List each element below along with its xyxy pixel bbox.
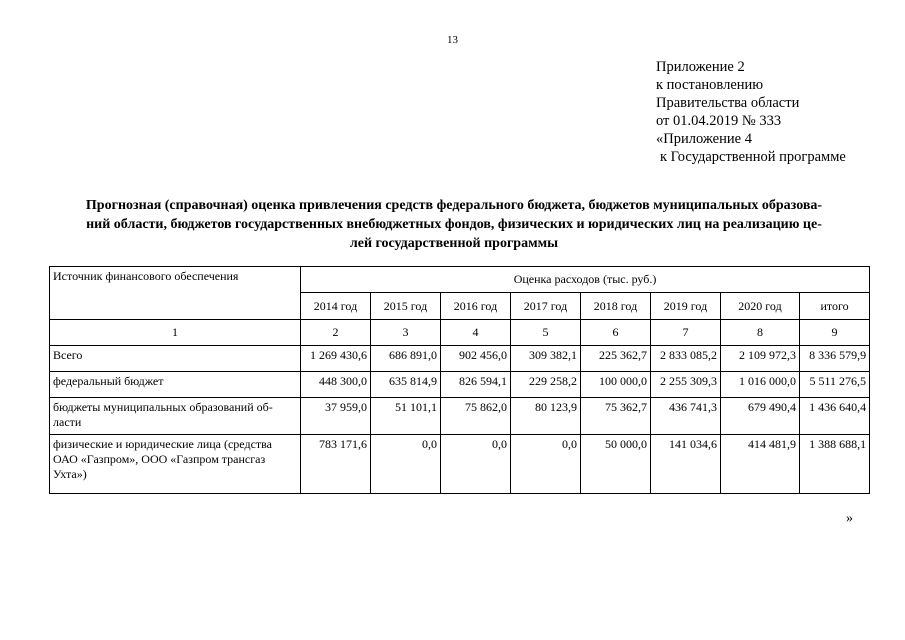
budget-table xyxy=(49,266,870,494)
row-total: 1 388 688,1 xyxy=(800,435,870,494)
row-source: федеральный бюджет xyxy=(50,372,301,398)
row-value: 686 891,0 xyxy=(371,346,441,372)
closing-quote: » xyxy=(846,511,853,526)
title-line: ний области, бюджетов государственных внебюджетных фондов, физических и юридических лиц на реализацию це- xyxy=(86,217,822,232)
row-value: 75 862,0 xyxy=(441,398,511,435)
row-total: 8 336 579,9 xyxy=(800,346,870,372)
column-index: 6 xyxy=(581,320,651,346)
row-value: 2 833 085,2 xyxy=(651,346,721,372)
column-index: 5 xyxy=(511,320,581,346)
appendix-line: Приложение 2 xyxy=(656,59,745,75)
title-line: Прогнозная (справочная) оценка привлечения средств федерального бюджета, бюджетов муниципальных образова- xyxy=(85,198,823,213)
year-header: 2014 год xyxy=(301,293,371,320)
row-value: 37 959,0 xyxy=(301,398,371,435)
appendix-line: от 01.04.2019 № 333 xyxy=(656,113,782,129)
row-value: 2 255 309,3 xyxy=(651,372,721,398)
appendix-header xyxy=(656,58,846,166)
year-header: 2020 год xyxy=(721,293,800,320)
table-header-row xyxy=(50,267,870,293)
row-value: 225 362,7 xyxy=(581,346,651,372)
row-value: 141 034,6 xyxy=(651,435,721,494)
table-index-row xyxy=(50,320,870,346)
column-index: 2 xyxy=(301,320,371,346)
header-source: Источник финансового обеспечения xyxy=(50,267,301,320)
total-header: итого xyxy=(800,293,870,320)
row-source: физические и юридические лица (средства ОАО «Газпром», ООО «Газпром трансгаз Ухта») xyxy=(50,435,301,494)
row-value: 1 016 000,0 xyxy=(721,372,800,398)
year-header: 2018 год xyxy=(581,293,651,320)
row-value: 783 171,6 xyxy=(301,435,371,494)
table-row xyxy=(50,372,870,398)
table-row xyxy=(50,346,870,372)
row-value: 2 109 972,3 xyxy=(721,346,800,372)
appendix-line: «Приложение 4 xyxy=(656,131,752,147)
header-estimate: Оценка расходов (тыс. руб.) xyxy=(301,267,870,293)
column-index: 4 xyxy=(441,320,511,346)
row-value: 0,0 xyxy=(511,435,581,494)
row-value: 436 741,3 xyxy=(651,398,721,435)
row-value: 309 382,1 xyxy=(511,346,581,372)
row-value: 229 258,2 xyxy=(511,372,581,398)
row-value: 448 300,0 xyxy=(301,372,371,398)
appendix-line: к постановлению xyxy=(656,77,764,93)
column-index: 9 xyxy=(800,320,870,346)
appendix-line: Правительства области xyxy=(656,95,800,111)
column-index: 7 xyxy=(651,320,721,346)
row-total: 1 436 640,4 xyxy=(800,398,870,435)
year-header: 2017 год xyxy=(511,293,581,320)
year-header: 2019 год xyxy=(651,293,721,320)
page-number: 13 xyxy=(447,34,458,46)
row-value: 80 123,9 xyxy=(511,398,581,435)
row-value: 0,0 xyxy=(371,435,441,494)
row-value: 635 814,9 xyxy=(371,372,441,398)
row-value: 51 101,1 xyxy=(371,398,441,435)
appendix-line: к Государственной программе xyxy=(660,149,846,165)
row-total: 5 511 276,5 xyxy=(800,372,870,398)
table-row xyxy=(50,398,870,435)
row-value: 1 269 430,6 xyxy=(301,346,371,372)
column-index: 1 xyxy=(50,320,301,346)
row-value: 902 456,0 xyxy=(441,346,511,372)
row-value: 826 594,1 xyxy=(441,372,511,398)
row-value: 679 490,4 xyxy=(721,398,800,435)
table-row xyxy=(50,435,870,494)
row-value: 100 000,0 xyxy=(581,372,651,398)
row-value: 0,0 xyxy=(441,435,511,494)
row-value: 50 000,0 xyxy=(581,435,651,494)
column-index: 3 xyxy=(371,320,441,346)
row-value: 75 362,7 xyxy=(581,398,651,435)
row-value: 414 481,9 xyxy=(721,435,800,494)
title-line: лей государственной программы xyxy=(349,236,559,251)
year-header: 2016 год xyxy=(441,293,511,320)
column-index: 8 xyxy=(721,320,800,346)
row-source: Всего xyxy=(50,346,301,372)
year-header: 2015 год xyxy=(371,293,441,320)
row-source: бюджеты муниципальных образований об-ласти xyxy=(50,398,301,435)
document-title xyxy=(54,196,854,253)
